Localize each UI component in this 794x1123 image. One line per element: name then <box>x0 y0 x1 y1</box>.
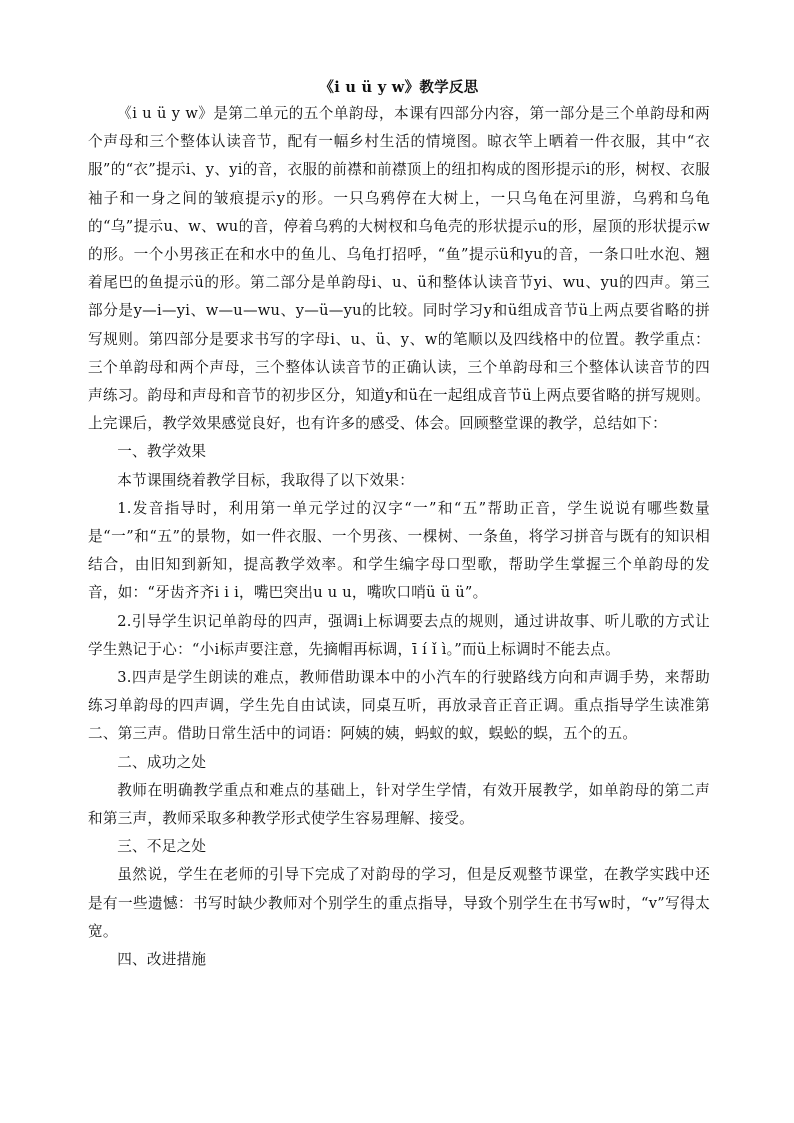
section-effects-item-3: 3.四声是学生朗读的难点，教师借助课本中的小汽车的行驶路线方向和声调手势，来帮助练习单韵母的四声调，学生先自由试读，同桌互听，再放录音正音正调。重点指导学生读准第二、第三声。借助日常生活中的词语：阿姨的姨，蚂蚁的蚁，蜈蚣的蜈，五个的五。 <box>88 669 710 743</box>
document-title: 《i u ü y w》教学反思 <box>319 79 479 96</box>
intro-paragraph: 《i u ü y w》是第二单元的五个单韵母，本课有四部分内容，第一部分是三个单韵母和两个声母和三个整体认读音节，配有一幅乡村生活的情境图。晾衣竿上晒着一件衣服，其中“衣服”的“衣”提示i、y、yi的音，衣服的前襟和前襟顶上的纽扣构成的图形提示i的形，树杈、衣服袖子和一身之间的皱痕提示y的形。一只乌鸦停在大树上，一只乌龟在河里游，乌鸦和乌龟的“乌”提示u、w、wu的音，停着乌鸦的大树杈和乌龟壳的形状提示u的形，屋顶的形状提示w的形。一个小男孩正在和水中的鱼儿、乌龟打招呼，“鱼”提示ü和yu的音，一条口吐水泡、翘着尾巴的鱼提示ü的形。第二部分是单韵母i、u、ü和整体认读音节yi、wu、yu的四声。第三部分是y—i—yi、w—u—wu、y—ü—yu的比较。同时学习y和ü组成音节ü上两点要省略的拼写规则。第四部分是要求书写的字母i、u、ü、y、w的笔顺以及四线格中的位置。教学重点：三个单韵母和两个声母，三个整体认读音节的正确认读，三个单韵母和三个整体认读音节的四声练习。韵母和声母和音节的初步区分，知道y和ü在一起组成音节ü上两点要省略的拼写规则。上完课后，教学效果感觉良好，也有许多的感受、体会。回顾整堂课的教学，总结如下： <box>88 105 710 433</box>
section-heading-effects: 一、教学效果 <box>117 443 207 461</box>
section-effects-item-2: 2.引导学生识记单韵母的四声，强调i上标调要去点的规则，通过讲故事、听儿歌的方式让学生熟记于心：“小i标声要注意，先摘帽再标调，ī í ǐ ì。”而ü上标调时不能去点。 <box>88 612 710 658</box>
section-effects-item-1: 1.发音指导时，利用第一单元学过的汉字“一”和“五”帮助正音，学生说说有哪些数量是“一”和“五”的景物，如一件衣服、一个男孩、一棵树、一条鱼，将学习拼音与既有的知识相结合，由旧知到新知，提高教学效率。和学生编字母口型歌，帮助学生掌握三个单韵母的发音，如：“牙齿齐齐i i i，嘴巴突出u u u，嘴吹口哨ü ü ü”。 <box>88 499 710 602</box>
section-heading-shortcomings: 三、不足之处 <box>117 838 207 856</box>
section-heading-success: 二、成功之处 <box>117 753 207 771</box>
section-effects-lead: 本节课围绕着教学目标，我取得了以下效果： <box>117 471 415 489</box>
section-success-text: 教师在明确教学重点和难点的基础上，针对学生学情，有效开展教学，如单韵母的第二声和第三声，教师采取多种教学形式使学生容易理解、接受。 <box>88 781 710 828</box>
section-heading-improvements: 四、改进措施 <box>117 951 207 969</box>
section-shortcomings-text: 虽然说，学生在老师的引导下完成了对韵母的学习，但是反观整节课堂，在教学实践中还是有一些遗憾：书写时缺少教师对个别学生的重点指导，导致个别学生在书写w时，“v”写得太宽。 <box>88 866 710 940</box>
